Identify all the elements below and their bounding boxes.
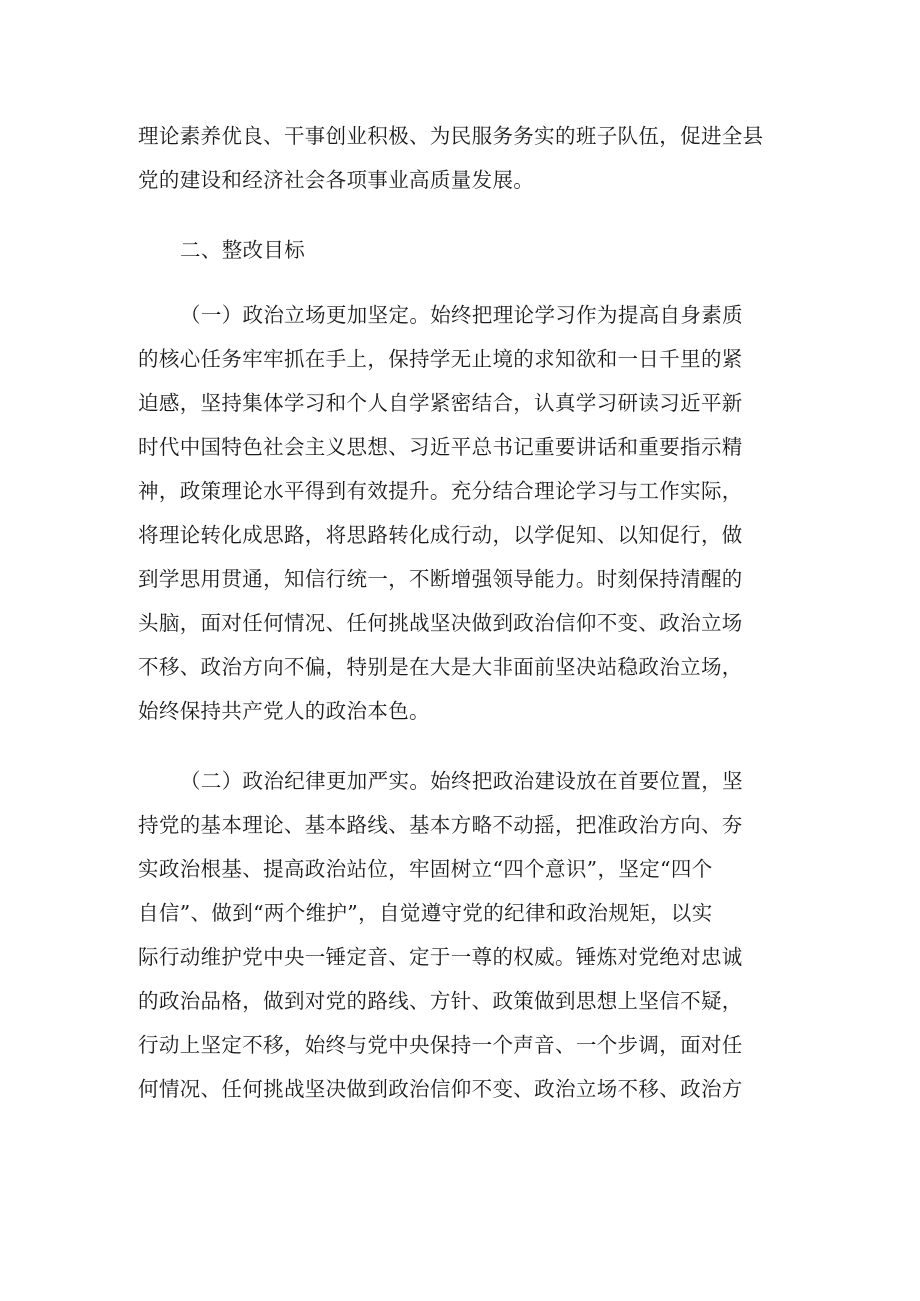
- text-line: （一）政治立场更加坚定。始终把理论学习作为提高自身素质: [180, 303, 743, 327]
- text-line: 的政治品格，做到对党的路线、方针、政策做到思想上坚信不疑，: [138, 989, 743, 1013]
- text-line: 持党的基本理论、基本路线、基本方略不动摇，把准政治方向、夯: [138, 813, 743, 837]
- text-line: 际行动维护党中央一锤定音、定于一尊的权威。锤炼对党绝对忠诚: [138, 945, 743, 969]
- section-heading: 二、整改目标: [180, 238, 306, 262]
- text-line: 何情况、任何挑战坚决做到政治信仰不变、政治立场不移、政治方: [138, 1077, 743, 1101]
- text-line: 实政治根基、提高政治站位，牢固树立“四个意识”，坚定“四个: [138, 857, 713, 881]
- text-line: 行动上坚定不移，始终与党中央保持一个声音、一个步调，面对任: [138, 1033, 743, 1057]
- text-line: 的核心任务牢牢抓在手上，保持学无止境的求知欲和一日千里的紧: [138, 347, 743, 371]
- text-line: 神，政策理论水平得到有效提升。充分结合理论学习与工作实际，: [138, 479, 743, 503]
- text-line: 理论素养优良、干事创业积极、为民服务务实的班子队伍，促进全县: [138, 124, 764, 148]
- text-line: 迫感，坚持集体学习和个人自学紧密结合，认真学习研读习近平新: [138, 391, 743, 415]
- text-line: 头脑，面对任何情况、任何挑战坚决做到政治信仰不变、政治立场: [138, 611, 743, 635]
- text-line: （二）政治纪律更加严实。始终把政治建设放在首要位置，坚: [180, 769, 743, 793]
- text-line: 自信”、做到“两个维护”，自觉遵守党的纪律和政治规矩，以实: [138, 901, 713, 925]
- text-line: 到学思用贯通，知信行统一，不断增强领导能力。时刻保持清醒的: [138, 567, 743, 591]
- text-line: 不移、政治方向不偏，特别是在大是大非面前坚决站稳政治立场，: [138, 655, 743, 679]
- text-line: 时代中国特色社会主义思想、习近平总书记重要讲话和重要指示精: [138, 435, 743, 459]
- text-line: 始终保持共产党人的政治本色。: [138, 699, 430, 723]
- text-line: 将理论转化成思路，将思路转化成行动，以学促知、以知促行，做: [138, 523, 743, 547]
- text-line: 党的建设和经济社会各项事业高质量发展。: [138, 168, 535, 192]
